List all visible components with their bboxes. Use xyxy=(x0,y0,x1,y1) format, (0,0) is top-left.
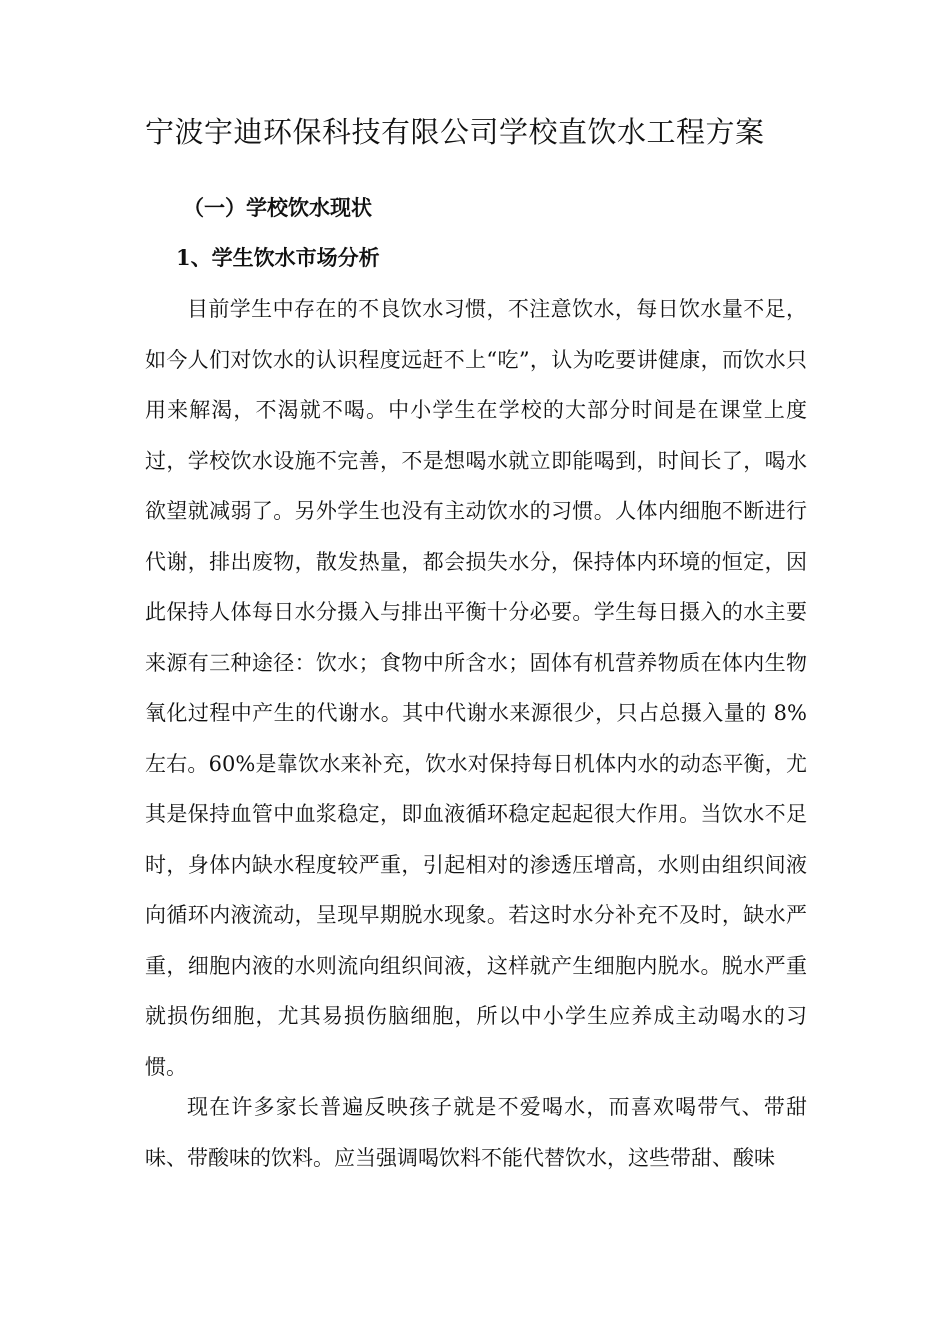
body-paragraph: 目前学生中存在的不良饮水习惯，不注意饮水，每日饮水量不足，如今人们对饮水的认识程度远赶不上“吃”，认为吃要讲健康，而饮水只用来解渴，不渴就不喝。中小学生在学校的大部分时间是在课堂上度过，学校饮水设施不完善，不是想喝水就立即能喝到，时间长了，喝水欲望就减弱了。另外学生也没有主动饮水的习惯。人体内细胞不断进行代谢，排出废物，散发热量，都会损失水分，保持体内环境的恒定，因此保持人体每日水分摄入与排出平衡十分必要。学生每日摄入的水主要来源有三种途径：饮水；食物中所含水；固体有机营养物质在体内生物氧化过程中产生的代谢水。其中代谢水来源很少，只占总摄入量的 8%左右。60%是靠饮水来补充，饮水对保持每日机体内水的动态平衡，尤其是保持血管中血浆稳定，即血液循环稳定起起很大作用。当饮水不足时，身体内缺水程度较严重，引起相对的渗透压增高，水则由组织间液向循环内液流动，呈现早期脱水现象。若这时水分补充不及时，缺水严重，细胞内液的水则流向组织间液，这样就产生细胞内脱水。脱水严重就损伤细胞，尤其易损伤脑细胞，所以中小学生应养成主动喝水的习惯。 xyxy=(145,297,807,1079)
sub-heading: 1、学生饮水市场分析 xyxy=(176,245,380,270)
body-paragraph: 现在许多家长普遍反映孩子就是不爱喝水，而喜欢喝带气、带甜味、带酸味的饮料。应当强调喝饮料不能代替饮水，这些带甜、酸味 xyxy=(145,1095,807,1170)
section-heading: （一）学校饮水现状 xyxy=(183,195,372,220)
document-title: 宁波宇迪环保科技有限公司学校直饮水工程方案 xyxy=(145,115,765,149)
